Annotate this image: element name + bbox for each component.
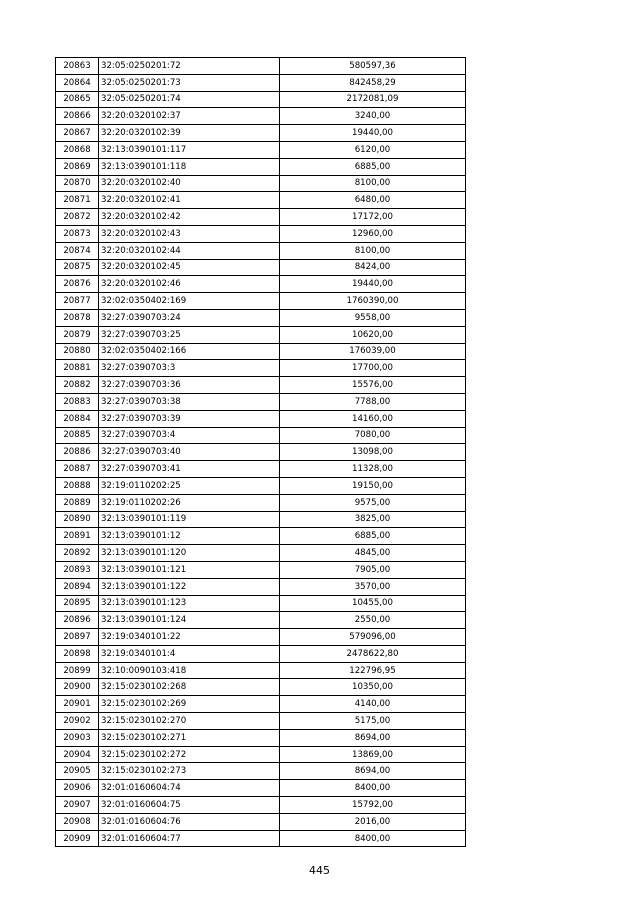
cadastral-number-cell: 32:15:0230102:273	[99, 763, 280, 780]
table-row	[56, 427, 466, 444]
table-row	[56, 175, 466, 192]
table-row	[56, 494, 466, 511]
data-table	[55, 57, 466, 847]
row-number-cell: 20865	[56, 91, 99, 108]
table-row	[56, 259, 466, 276]
row-number-cell: 20874	[56, 242, 99, 259]
row-number-cell: 20897	[56, 629, 99, 646]
table-row	[56, 360, 466, 377]
cadastral-number-cell: 32:15:0230102:270	[99, 713, 280, 730]
row-number-cell: 20902	[56, 713, 99, 730]
cadastral-number-cell: 32:27:0390703:39	[99, 410, 280, 427]
value-cell: 579096,00	[280, 629, 466, 646]
row-number-cell: 20891	[56, 528, 99, 545]
table-row	[56, 528, 466, 545]
row-number-cell: 20875	[56, 259, 99, 276]
value-cell: 8400,00	[280, 780, 466, 797]
value-cell: 3825,00	[280, 511, 466, 528]
cadastral-number-cell: 32:13:0390101:124	[99, 612, 280, 629]
cadastral-number-cell: 32:27:0390703:40	[99, 444, 280, 461]
row-number-cell: 20905	[56, 763, 99, 780]
row-number-cell: 20904	[56, 746, 99, 763]
row-number-cell: 20882	[56, 377, 99, 394]
value-cell: 15792,00	[280, 797, 466, 814]
cadastral-number-cell: 32:20:0320102:41	[99, 192, 280, 209]
value-cell: 17700,00	[280, 360, 466, 377]
value-cell: 1760390,00	[280, 293, 466, 310]
row-number-cell: 20883	[56, 393, 99, 410]
table-row	[56, 679, 466, 696]
page-number: 445	[309, 864, 330, 877]
table-row	[56, 377, 466, 394]
cadastral-number-cell: 32:27:0390703:41	[99, 461, 280, 478]
cadastral-number-cell: 32:13:0390101:118	[99, 158, 280, 175]
cadastral-number-cell: 32:27:0390703:25	[99, 326, 280, 343]
row-number-cell: 20895	[56, 595, 99, 612]
table-row	[56, 192, 466, 209]
cadastral-number-cell: 32:20:0320102:42	[99, 209, 280, 226]
row-number-cell: 20903	[56, 729, 99, 746]
row-number-cell: 20898	[56, 645, 99, 662]
cadastral-number-cell: 32:13:0390101:119	[99, 511, 280, 528]
row-number-cell: 20864	[56, 74, 99, 91]
table-row	[56, 662, 466, 679]
value-cell: 6480,00	[280, 192, 466, 209]
cadastral-number-cell: 32:15:0230102:269	[99, 696, 280, 713]
value-cell: 9575,00	[280, 494, 466, 511]
row-number-cell: 20890	[56, 511, 99, 528]
value-cell: 842458,29	[280, 74, 466, 91]
cadastral-number-cell: 32:01:0160604:74	[99, 780, 280, 797]
cadastral-number-cell: 32:20:0320102:44	[99, 242, 280, 259]
value-cell: 2478622,80	[280, 645, 466, 662]
value-cell: 8424,00	[280, 259, 466, 276]
value-cell: 7905,00	[280, 561, 466, 578]
table-row	[56, 326, 466, 343]
table-row	[56, 309, 466, 326]
cadastral-number-cell: 32:19:0110202:25	[99, 477, 280, 494]
row-number-cell: 20867	[56, 125, 99, 142]
value-cell: 176039,00	[280, 343, 466, 360]
row-number-cell: 20878	[56, 309, 99, 326]
value-cell: 6885,00	[280, 528, 466, 545]
table-row	[56, 125, 466, 142]
row-number-cell: 20900	[56, 679, 99, 696]
value-cell: 2550,00	[280, 612, 466, 629]
value-cell: 3570,00	[280, 578, 466, 595]
cadastral-number-cell: 32:15:0230102:268	[99, 679, 280, 696]
table-row	[56, 108, 466, 125]
table-row	[56, 141, 466, 158]
table-row	[56, 746, 466, 763]
row-number-cell: 20863	[56, 58, 99, 75]
table-row	[56, 225, 466, 242]
table-row	[56, 410, 466, 427]
row-number-cell: 20871	[56, 192, 99, 209]
row-number-cell: 20892	[56, 545, 99, 562]
table-row	[56, 461, 466, 478]
value-cell: 4845,00	[280, 545, 466, 562]
value-cell: 12960,00	[280, 225, 466, 242]
value-cell: 3240,00	[280, 108, 466, 125]
cadastral-number-cell: 32:02:0350402:169	[99, 293, 280, 310]
table-row	[56, 444, 466, 461]
value-cell: 13869,00	[280, 746, 466, 763]
cadastral-number-cell: 32:20:0320102:43	[99, 225, 280, 242]
cadastral-number-cell: 32:13:0390101:123	[99, 595, 280, 612]
row-number-cell: 20909	[56, 830, 99, 847]
cadastral-number-cell: 32:13:0390101:121	[99, 561, 280, 578]
table-body	[56, 58, 466, 847]
cadastral-number-cell: 32:20:0320102:39	[99, 125, 280, 142]
value-cell: 122796,95	[280, 662, 466, 679]
row-number-cell: 20893	[56, 561, 99, 578]
row-number-cell: 20886	[56, 444, 99, 461]
value-cell: 19440,00	[280, 125, 466, 142]
row-number-cell: 20885	[56, 427, 99, 444]
row-number-cell: 20879	[56, 326, 99, 343]
cadastral-number-cell: 32:01:0160604:77	[99, 830, 280, 847]
cadastral-number-cell: 32:19:0110202:26	[99, 494, 280, 511]
cadastral-number-cell: 32:01:0160604:76	[99, 813, 280, 830]
cadastral-number-cell: 32:27:0390703:38	[99, 393, 280, 410]
cadastral-number-cell: 32:19:0340101:22	[99, 629, 280, 646]
value-cell: 8100,00	[280, 175, 466, 192]
table-row	[56, 729, 466, 746]
row-number-cell: 20899	[56, 662, 99, 679]
cadastral-number-cell: 32:15:0230102:271	[99, 729, 280, 746]
cadastral-number-cell: 32:13:0390101:117	[99, 141, 280, 158]
cadastral-number-cell: 32:13:0390101:122	[99, 578, 280, 595]
row-number-cell: 20896	[56, 612, 99, 629]
row-number-cell: 20869	[56, 158, 99, 175]
row-number-cell: 20877	[56, 293, 99, 310]
value-cell: 11328,00	[280, 461, 466, 478]
cadastral-number-cell: 32:20:0320102:37	[99, 108, 280, 125]
row-number-cell: 20866	[56, 108, 99, 125]
row-number-cell: 20881	[56, 360, 99, 377]
table-row	[56, 561, 466, 578]
value-cell: 580597,36	[280, 58, 466, 75]
cadastral-number-cell: 32:27:0390703:36	[99, 377, 280, 394]
row-number-cell: 20901	[56, 696, 99, 713]
cadastral-number-cell: 32:15:0230102:272	[99, 746, 280, 763]
value-cell: 9558,00	[280, 309, 466, 326]
table-row	[56, 813, 466, 830]
cadastral-number-cell: 32:05:0250201:73	[99, 74, 280, 91]
row-number-cell: 20889	[56, 494, 99, 511]
table-row	[56, 629, 466, 646]
value-cell: 4140,00	[280, 696, 466, 713]
table-row	[56, 578, 466, 595]
cadastral-number-cell: 32:13:0390101:120	[99, 545, 280, 562]
row-number-cell: 20876	[56, 276, 99, 293]
row-number-cell: 20868	[56, 141, 99, 158]
cadastral-number-cell: 32:27:0390703:24	[99, 309, 280, 326]
value-cell: 6120,00	[280, 141, 466, 158]
row-number-cell: 20870	[56, 175, 99, 192]
cadastral-number-cell: 32:05:0250201:72	[99, 58, 280, 75]
table-row	[56, 545, 466, 562]
table-row	[56, 58, 466, 75]
row-number-cell: 20872	[56, 209, 99, 226]
table-row	[56, 797, 466, 814]
value-cell: 8400,00	[280, 830, 466, 847]
table-row	[56, 91, 466, 108]
cadastral-number-cell: 32:01:0160604:75	[99, 797, 280, 814]
table-row	[56, 293, 466, 310]
table-row	[56, 158, 466, 175]
value-cell: 10350,00	[280, 679, 466, 696]
value-cell: 17172,00	[280, 209, 466, 226]
value-cell: 14160,00	[280, 410, 466, 427]
value-cell: 7080,00	[280, 427, 466, 444]
cadastral-number-cell: 32:10:0090103:418	[99, 662, 280, 679]
table-row	[56, 713, 466, 730]
value-cell: 2172081,09	[280, 91, 466, 108]
cadastral-number-cell: 32:05:0250201:74	[99, 91, 280, 108]
cadastral-number-cell: 32:27:0390703:4	[99, 427, 280, 444]
table-row	[56, 343, 466, 360]
value-cell: 2016,00	[280, 813, 466, 830]
table-row	[56, 645, 466, 662]
cadastral-number-cell: 32:20:0320102:40	[99, 175, 280, 192]
table-row	[56, 393, 466, 410]
table-row	[56, 209, 466, 226]
table-row	[56, 74, 466, 91]
cadastral-number-cell: 32:13:0390101:12	[99, 528, 280, 545]
table-row	[56, 696, 466, 713]
value-cell: 8694,00	[280, 729, 466, 746]
cadastral-number-cell: 32:19:0340101:4	[99, 645, 280, 662]
value-cell: 13098,00	[280, 444, 466, 461]
value-cell: 19150,00	[280, 477, 466, 494]
value-cell: 7788,00	[280, 393, 466, 410]
value-cell: 15576,00	[280, 377, 466, 394]
value-cell: 8100,00	[280, 242, 466, 259]
table-row	[56, 477, 466, 494]
cadastral-number-cell: 32:02:0350402:166	[99, 343, 280, 360]
row-number-cell: 20908	[56, 813, 99, 830]
row-number-cell: 20894	[56, 578, 99, 595]
value-cell: 19440,00	[280, 276, 466, 293]
value-cell: 6885,00	[280, 158, 466, 175]
row-number-cell: 20906	[56, 780, 99, 797]
table-row	[56, 242, 466, 259]
row-number-cell: 20880	[56, 343, 99, 360]
cadastral-number-cell: 32:27:0390703:3	[99, 360, 280, 377]
cadastral-number-cell: 32:20:0320102:46	[99, 276, 280, 293]
row-number-cell: 20907	[56, 797, 99, 814]
table-row	[56, 612, 466, 629]
table-row	[56, 511, 466, 528]
value-cell: 8694,00	[280, 763, 466, 780]
row-number-cell: 20888	[56, 477, 99, 494]
table-row	[56, 780, 466, 797]
row-number-cell: 20887	[56, 461, 99, 478]
value-cell: 10620,00	[280, 326, 466, 343]
row-number-cell: 20884	[56, 410, 99, 427]
cadastral-number-cell: 32:20:0320102:45	[99, 259, 280, 276]
value-cell: 5175,00	[280, 713, 466, 730]
row-number-cell: 20873	[56, 225, 99, 242]
table-row	[56, 595, 466, 612]
value-cell: 10455,00	[280, 595, 466, 612]
table-row	[56, 276, 466, 293]
table-row	[56, 763, 466, 780]
table-row	[56, 830, 466, 847]
